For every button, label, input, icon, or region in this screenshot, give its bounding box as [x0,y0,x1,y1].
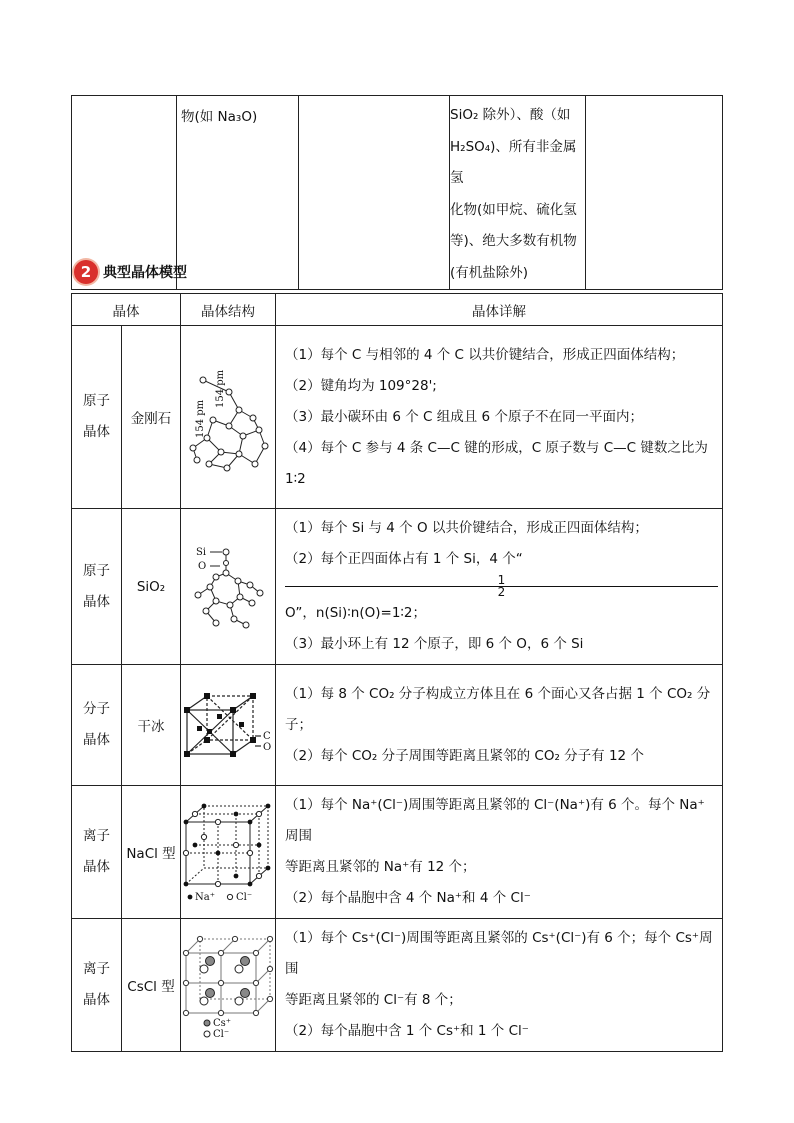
crystal-detail: （1）每个 C 与相邻的 4 个 C 以共价键结合，形成正四面体结构； （2）键角均为 109°28'; （3）最小碳环由 6 个 C 组成且 6 个原子不在同一平面内； （4）每个 C 参与 4 条 C—C 键的形成，C 原子数与 C—C 键数之比为 1∶2 [276,326,723,509]
section-heading [74,259,187,285]
category-cell: 离子 晶体 [72,919,122,1052]
si-label: Si [196,546,207,558]
crystal-name: SiO₂ [122,509,181,665]
dry-ice-structure-image [181,665,276,786]
sio2-structure-image [181,509,276,665]
nacl-structure-image [181,786,276,919]
carbon-label: C [263,731,271,742]
table-row [72,665,723,786]
cs-ion-legend: Cs⁺ [213,1018,232,1029]
table-row [72,509,723,665]
header-structure: 晶体结构 [181,294,276,326]
crystal-name: CsCl 型 [122,919,181,1052]
category-cell: 离子 晶体 [72,786,122,919]
category-cell: 原子 晶体 [72,326,122,509]
cl-ion-legend: Cl⁻ [236,892,253,903]
crystal-detail: （1）每个 Na⁺(Cl⁻)周围等距离且紧邻的 Cl⁻(Na⁺)有 6 个。每个 Na⁺周围 等距离且紧邻的 Na⁺有 12 个； （2）每个晶胞中含 4 个 Na⁺和 4 个 Cl⁻ [276,786,723,919]
cell-line: SiO₂ 除外）、酸（如 [450,107,571,123]
cl-ion-legend: Cl⁻ [213,1029,230,1039]
na-ion-legend: Na⁺ [195,892,215,903]
table-row [72,786,723,919]
cscl-structure-image [181,919,276,1052]
cell-line: H₂SO₄)、所有非金属氢 [450,138,577,186]
table-header-row [72,294,723,326]
category-cell: 原子 晶体 [72,509,122,665]
crystal-model-table [71,293,723,1052]
crystal-name: 干冰 [122,665,181,786]
bond-length-label: 154 pm [215,369,226,408]
empty-cell [299,96,450,290]
bond-length-label: 154 pm [195,399,206,438]
table-row [72,326,723,509]
cell-line: 等)、绝大多数有机物 [450,233,577,249]
table-cell [450,96,586,290]
crystal-detail: （1）每 8 个 CO₂ 分子构成立方体且在 6 个面心又各占据 1 个 CO₂ 分子； （2）每个 CO₂ 分子周围等距离且紧邻的 CO₂ 分子有 12 个 [276,665,723,786]
o-label: O [198,560,207,572]
header-detail: 晶体详解 [276,294,723,326]
crystal-name: NaCl 型 [122,786,181,919]
header-crystal: 晶体 [72,294,181,326]
section-number-badge: 2 [74,260,98,284]
category-cell: 分子 晶体 [72,665,122,786]
diamond-structure-image [181,326,276,509]
table-row [72,919,723,1052]
crystal-name: 金刚石 [122,326,181,509]
empty-cell [586,96,723,290]
cell-line: (有机盐除外) [450,264,529,281]
fraction-one-half: 1 2 [285,575,718,598]
crystal-detail: （1）每个 Cs⁺(Cl⁻)周围等距离且紧邻的 Cs⁺(Cl⁻)有 6 个；每个 Cs⁺周围 等距离且紧邻的 Cl⁻有 8 个； （2）每个晶胞中含 1 个 Cs⁺和 1 个 Cl⁻ [276,919,723,1052]
crystal-detail: （1）每个 Si 与 4 个 O 以共价键结合，形成正四面体结构； （2）每个正四面体占有 1 个 Si，4 个“ 1 2 O”，n(Si)∶n(O)=1∶2； （3）最小环上有 12 个原子，即 6 个 O，6 个 Si [276,509,723,665]
oxygen-label: O [263,742,272,753]
section-title: 典型晶体模型 [103,265,187,281]
table-cell: 物(如 Na₃O) [177,96,299,290]
cell-line: 化物(如甲烷、硫化氢 [450,201,577,218]
